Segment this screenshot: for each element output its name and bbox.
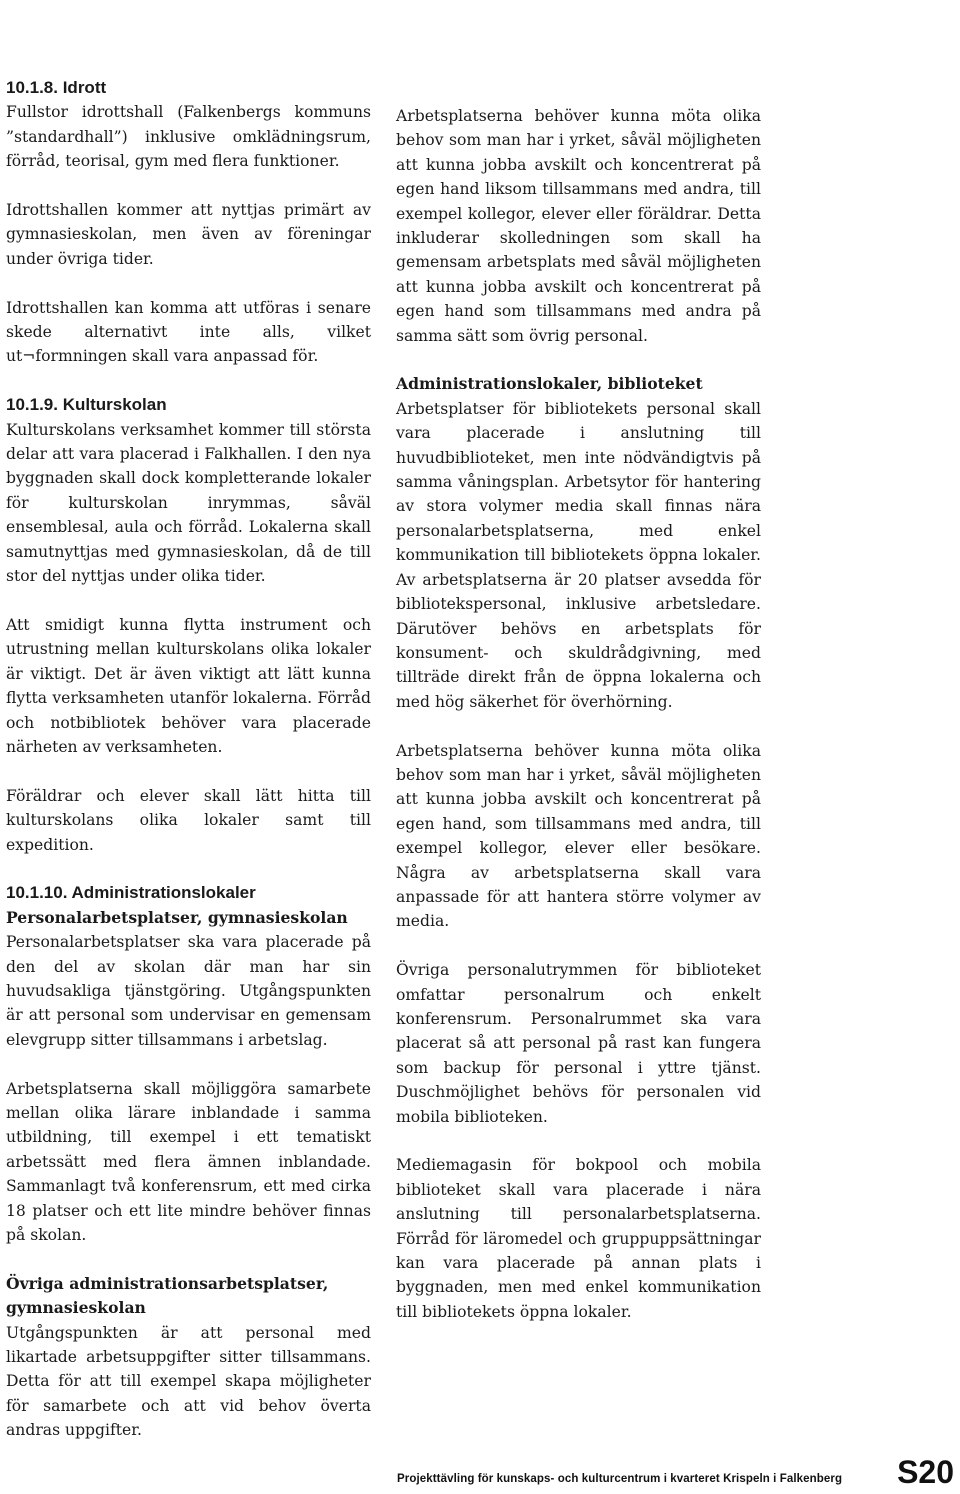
left-column <box>6 76 371 1443</box>
kulturskolan-paragraph-3: Föräldrar och elever skall lätt hitta till kulturskolans olika lokaler samt till expedition. <box>6 786 371 854</box>
subheading-ovriga-administration: Övriga administrationsarbetsplatser, gymnasieskolan <box>6 1273 329 1318</box>
right-paragraph-5: Mediemagasin för bokpool och mobila biblioteket skall vara placerade i nära anslutning till personalarbetsplatserna. Förråd för läromedel och gruppuppsättningar kan vara placerade på annan plats i byggnaden, men med enkel kommunikation till bibliotekets öppna lokaler. <box>396 1156 761 1321</box>
idrott-paragraph-3: Idrottshallen kan komma att utföras i senare skede alternativt inte alls, vilket ut¬formningen skall vara anpassad för. <box>6 298 371 366</box>
subheading-administration-biblioteket: Administrationslokaler, biblioteket <box>396 374 703 394</box>
right-paragraph-2: Arbetsplatser för bibliotekets personal skall vara placerade i anslutning till huvudbiblioteket, men inte nödvändigtvis på samma våningsplan. Arbetsytor för hantering av stora volymer media skall finnas nära personalarbetsplatserna, med enkel kommunikation till bibliotekets öppna lokaler. Av arbetsplatserna är 20 platser avsedda för bibliotekspersonal, inklusive arbetsledare. Därutöver behövs en arbetsplats för konsument- och skuldrådgivning, med tillträde direkt från de öppna lokalerna och med hög säkerhet för överhörning. <box>396 399 761 711</box>
right-column <box>396 104 761 1324</box>
heading-administrationslokaler: 10.1.10. Administrationslokaler <box>6 883 256 903</box>
heading-idrott: 10.1.8. Idrott <box>6 78 107 97</box>
idrott-paragraph-1: Fullstor idrottshall (Falkenbergs kommuns ”standardhall”) inklusive omklädningsrum, förråd, teorisal, gym med flera funktioner. <box>6 103 371 171</box>
admin-paragraph-2: Arbetsplatserna skall möjliggöra samarbete mellan olika lärare inblandade i samma utbildning, till exempel i ett tematiskt arbetssätt med flera ämnen inblandade. Sammanlagt två konferensrum, ett med cirka 18 platser och ett lite mindre behöver finnas på skolan. <box>6 1079 371 1244</box>
page-number: S20 <box>897 1454 954 1490</box>
kulturskolan-paragraph-1: Kulturskolans verksamhet kommer till största delar att vara placerad i Falkhallen. I den nya byggnaden skall dock kompletterande lokaler för kulturskolan inrymmas, såväl ensemblesal, aula och förråd. Lokalerna skall samutnyttjas med gymnasieskolan, då de till stor del nyttjas under olika tider. <box>6 420 371 586</box>
right-paragraph-3: Arbetsplatserna behöver kunna möta olika behov som man har i yrket, såväl möjligheten att kunna jobba avskilt och koncentrerat på egen hand, som tillsammans med andra, till exempel kollegor, elever eller besökare. Några av arbetsplatserna skall vara anpassade för att hantera större volymer av media. <box>396 741 761 931</box>
right-paragraph-4: Övriga personalutrymmen för biblioteket omfattar personalrum och enkelt konferensrum. Personalrummet ska vara placerat så att personal på rast kan fungera som backup för personal i yttre tjänst. Duschmöjlighet behövs för personalen vid mobila biblioteken. <box>396 961 761 1126</box>
right-paragraph-1: Arbetsplatserna behöver kunna möta olika behov som man har i yrket, såväl möjligheten att kunna jobba avskilt och koncentrerat på egen hand liksom tillsammans med andra, till exempel kollegor, elever eller föräldrar. Detta inkluderar skolledningen som skall ha gemensam arbetsplats med såväl möjligheten att kunna jobba avskilt och koncentrerat på egen hand som tillsammans med andra på samma sätt som övrig personal. <box>396 107 761 345</box>
heading-kulturskolan: 10.1.9. Kulturskolan <box>6 395 167 415</box>
admin-paragraph-1: Personalarbetsplatser ska vara placerade på den del av skolan där man har sin huvudsakliga tjänstgöring. Utgångspunkten är att personal som undervisar en gemensam elevgrupp sitter tillsammans i arbetslag. <box>6 933 371 1049</box>
kulturskolan-paragraph-2: Att smidigt kunna flytta instrument och utrustning mellan kulturskolans olika lokaler är viktigt. Det är även viktigt att lätt kunna flytta verksamheten utanför lokalerna. Förråd och notbibliotek behöver vara placerade närheten av verksamheten. <box>6 615 371 756</box>
footer-title: Projekttävling för kunskaps- och kulturcentrum i kvarteret Krispeln i Falkenberg <box>397 1473 843 1485</box>
subheading-personalarbetsplatser: Personalarbetsplatser, gymnasieskolan <box>6 907 348 927</box>
admin-paragraph-3: Utgångspunkten är att personal med likartade arbetsuppgifter sitter tillsammans. Detta för att till exempel skapa möjligheter för samarbete och att vid behov överta andras uppgifter. <box>6 1323 371 1440</box>
idrott-paragraph-2: Idrottshallen kommer att nyttjas primärt av gymnasieskolan, men även av föreningar under övriga tider. <box>6 201 371 268</box>
